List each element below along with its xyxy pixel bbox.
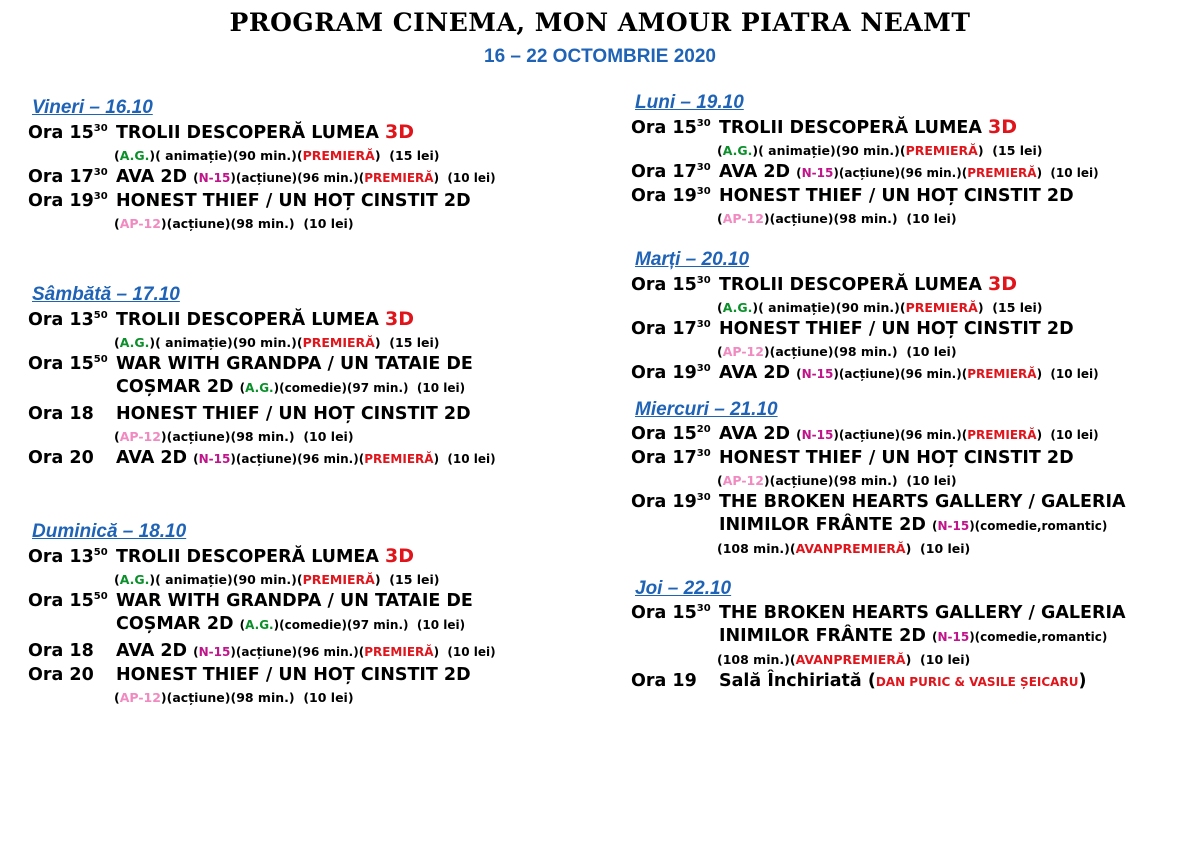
showing: Ora 20 AVA 2D (N-15)(acțiune)(96 min.)(PREMIERĂ) (10 lei) (28, 448, 496, 468)
showing: Ora $17^{30}$ HONEST THIEF / UN HOȚ CINSTIT 2D (631, 448, 1074, 468)
showing-details: (A.G.)( animație)(90 min.)(PREMIERĂ) (15 lei) (717, 300, 1043, 315)
showing: Ora $17^{30}$ AVA 2D (N-15)(acțiune)(96 min.)(PREMIERĂ) (10 lei) (28, 167, 496, 187)
showing: Ora $15^{50}$ WAR WITH GRANDPA / UN TATAIE DE (28, 591, 473, 611)
day-heading: Luni – 19.10 (635, 92, 744, 113)
showing-continued: INIMILOR FRÂNTE 2D (N-15)(comedie,romantic) (719, 626, 1108, 646)
day-heading: Marți – 20.10 (635, 249, 750, 270)
day-sambata (28, 283, 588, 471)
date-range: 16 – 22 OCTOMBRIE 2020 (484, 46, 716, 67)
showing: Ora $19^{30}$ HONEST THIEF / UN HOȚ CINSTIT 2D (28, 191, 471, 211)
showing-details: (108 min.)(AVANPREMIERĂ) (10 lei) (717, 541, 971, 556)
showing: Ora $19^{30}$ THE BROKEN HEARTS GALLERY / GALERIA (631, 492, 1126, 512)
day-luni (631, 91, 1191, 229)
showing-details: (AP-12)(acțiune)(98 min.) (10 lei) (114, 690, 354, 705)
showing: Ora $15^{20}$ AVA 2D (N-15)(acțiune)(96 min.)(PREMIERĂ) (10 lei) (631, 424, 1099, 444)
showing: Ora $17^{30}$ HONEST THIEF / UN HOȚ CINSTIT 2D (631, 319, 1074, 339)
day-vineri (28, 96, 588, 234)
page-title: PROGRAM CINEMA, MON AMOUR PIATRA NEAMT (229, 8, 971, 37)
day-heading: Vineri – 16.10 (32, 97, 153, 118)
showing-details: (108 min.)(AVANPREMIERĂ) (10 lei) (717, 652, 971, 667)
showing: Ora 18 AVA 2D (N-15)(acțiune)(96 min.)(PREMIERĂ) (10 lei) (28, 641, 496, 661)
movie-title: TROLII DESCOPERĂ LUMEA (116, 123, 379, 143)
day-heading: Joi – 22.10 (635, 578, 732, 599)
showing-continued: INIMILOR FRÂNTE 2D (N-15)(comedie,romantic) (719, 515, 1108, 535)
day-marti (631, 248, 1191, 386)
showing-details: (A.G.)( animație)(90 min.)(PREMIERĂ) (15 lei) (114, 148, 440, 163)
day-heading: Sâmbătă – 17.10 (32, 284, 180, 305)
day-duminica (28, 520, 588, 708)
showing-details: (AP-12)(acțiune)(98 min.) (10 lei) (717, 211, 957, 226)
showing: Ora $13^{50}$ TROLII DESCOPERĂ LUMEA 3D (28, 308, 414, 330)
showing: Ora 18 HONEST THIEF / UN HOȚ CINSTIT 2D (28, 404, 471, 424)
showing: Ora $15^{50}$ WAR WITH GRANDPA / UN TATAIE DE (28, 354, 473, 374)
day-heading: Duminică – 18.10 (32, 521, 187, 542)
showing: Ora $15^{30}$ TROLII DESCOPERĂ LUMEA 3D (28, 121, 414, 143)
showing-details: (AP-12)(acțiune)(98 min.) (10 lei) (717, 473, 957, 488)
showing: Ora 20 HONEST THIEF / UN HOȚ CINSTIT 2D (28, 665, 471, 685)
showing: Ora $15^{30}$ TROLII DESCOPERĂ LUMEA 3D (631, 273, 1017, 295)
showing-continued: COȘMAR 2D (A.G.)(comedie)(97 min.) (10 lei) (116, 377, 466, 397)
showing-details: (AP-12)(acțiune)(98 min.) (10 lei) (114, 216, 354, 231)
day-joi (631, 577, 1191, 694)
showing: Ora 19 Sală Închiriată (DAN PURIC & VASILE ȘEICARU) (631, 671, 1087, 691)
showing: Ora $15^{30}$ TROLII DESCOPERĂ LUMEA 3D (631, 116, 1017, 138)
showing: Ora $15^{30}$ THE BROKEN HEARTS GALLERY / GALERIA (631, 603, 1126, 623)
day-heading: Miercuri – 21.10 (635, 399, 778, 420)
showing: Ora $17^{30}$ AVA 2D (N-15)(acțiune)(96 min.)(PREMIERĂ) (10 lei) (631, 162, 1099, 182)
showing-details: (A.G.)( animație)(90 min.)(PREMIERĂ) (15 lei) (114, 572, 440, 587)
showing: Ora $19^{30}$ AVA 2D (N-15)(acțiune)(96 min.)(PREMIERĂ) (10 lei) (631, 363, 1099, 383)
day-miercuri (631, 398, 1191, 559)
showing: Ora $13^{50}$ TROLII DESCOPERĂ LUMEA 3D (28, 545, 414, 567)
showing-details: (AP-12)(acțiune)(98 min.) (10 lei) (717, 344, 957, 359)
showing-details: (A.G.)( animație)(90 min.)(PREMIERĂ) (15 lei) (717, 143, 1043, 158)
showing-details: (A.G.)( animație)(90 min.)(PREMIERĂ) (15 lei) (114, 335, 440, 350)
right-column (631, 91, 1191, 694)
showing-continued: COȘMAR 2D (A.G.)(comedie)(97 min.) (10 lei) (116, 614, 466, 634)
showing: Ora $19^{30}$ HONEST THIEF / UN HOȚ CINSTIT 2D (631, 186, 1074, 206)
left-column (28, 96, 588, 708)
showing-details: (AP-12)(acțiune)(98 min.) (10 lei) (114, 429, 354, 444)
